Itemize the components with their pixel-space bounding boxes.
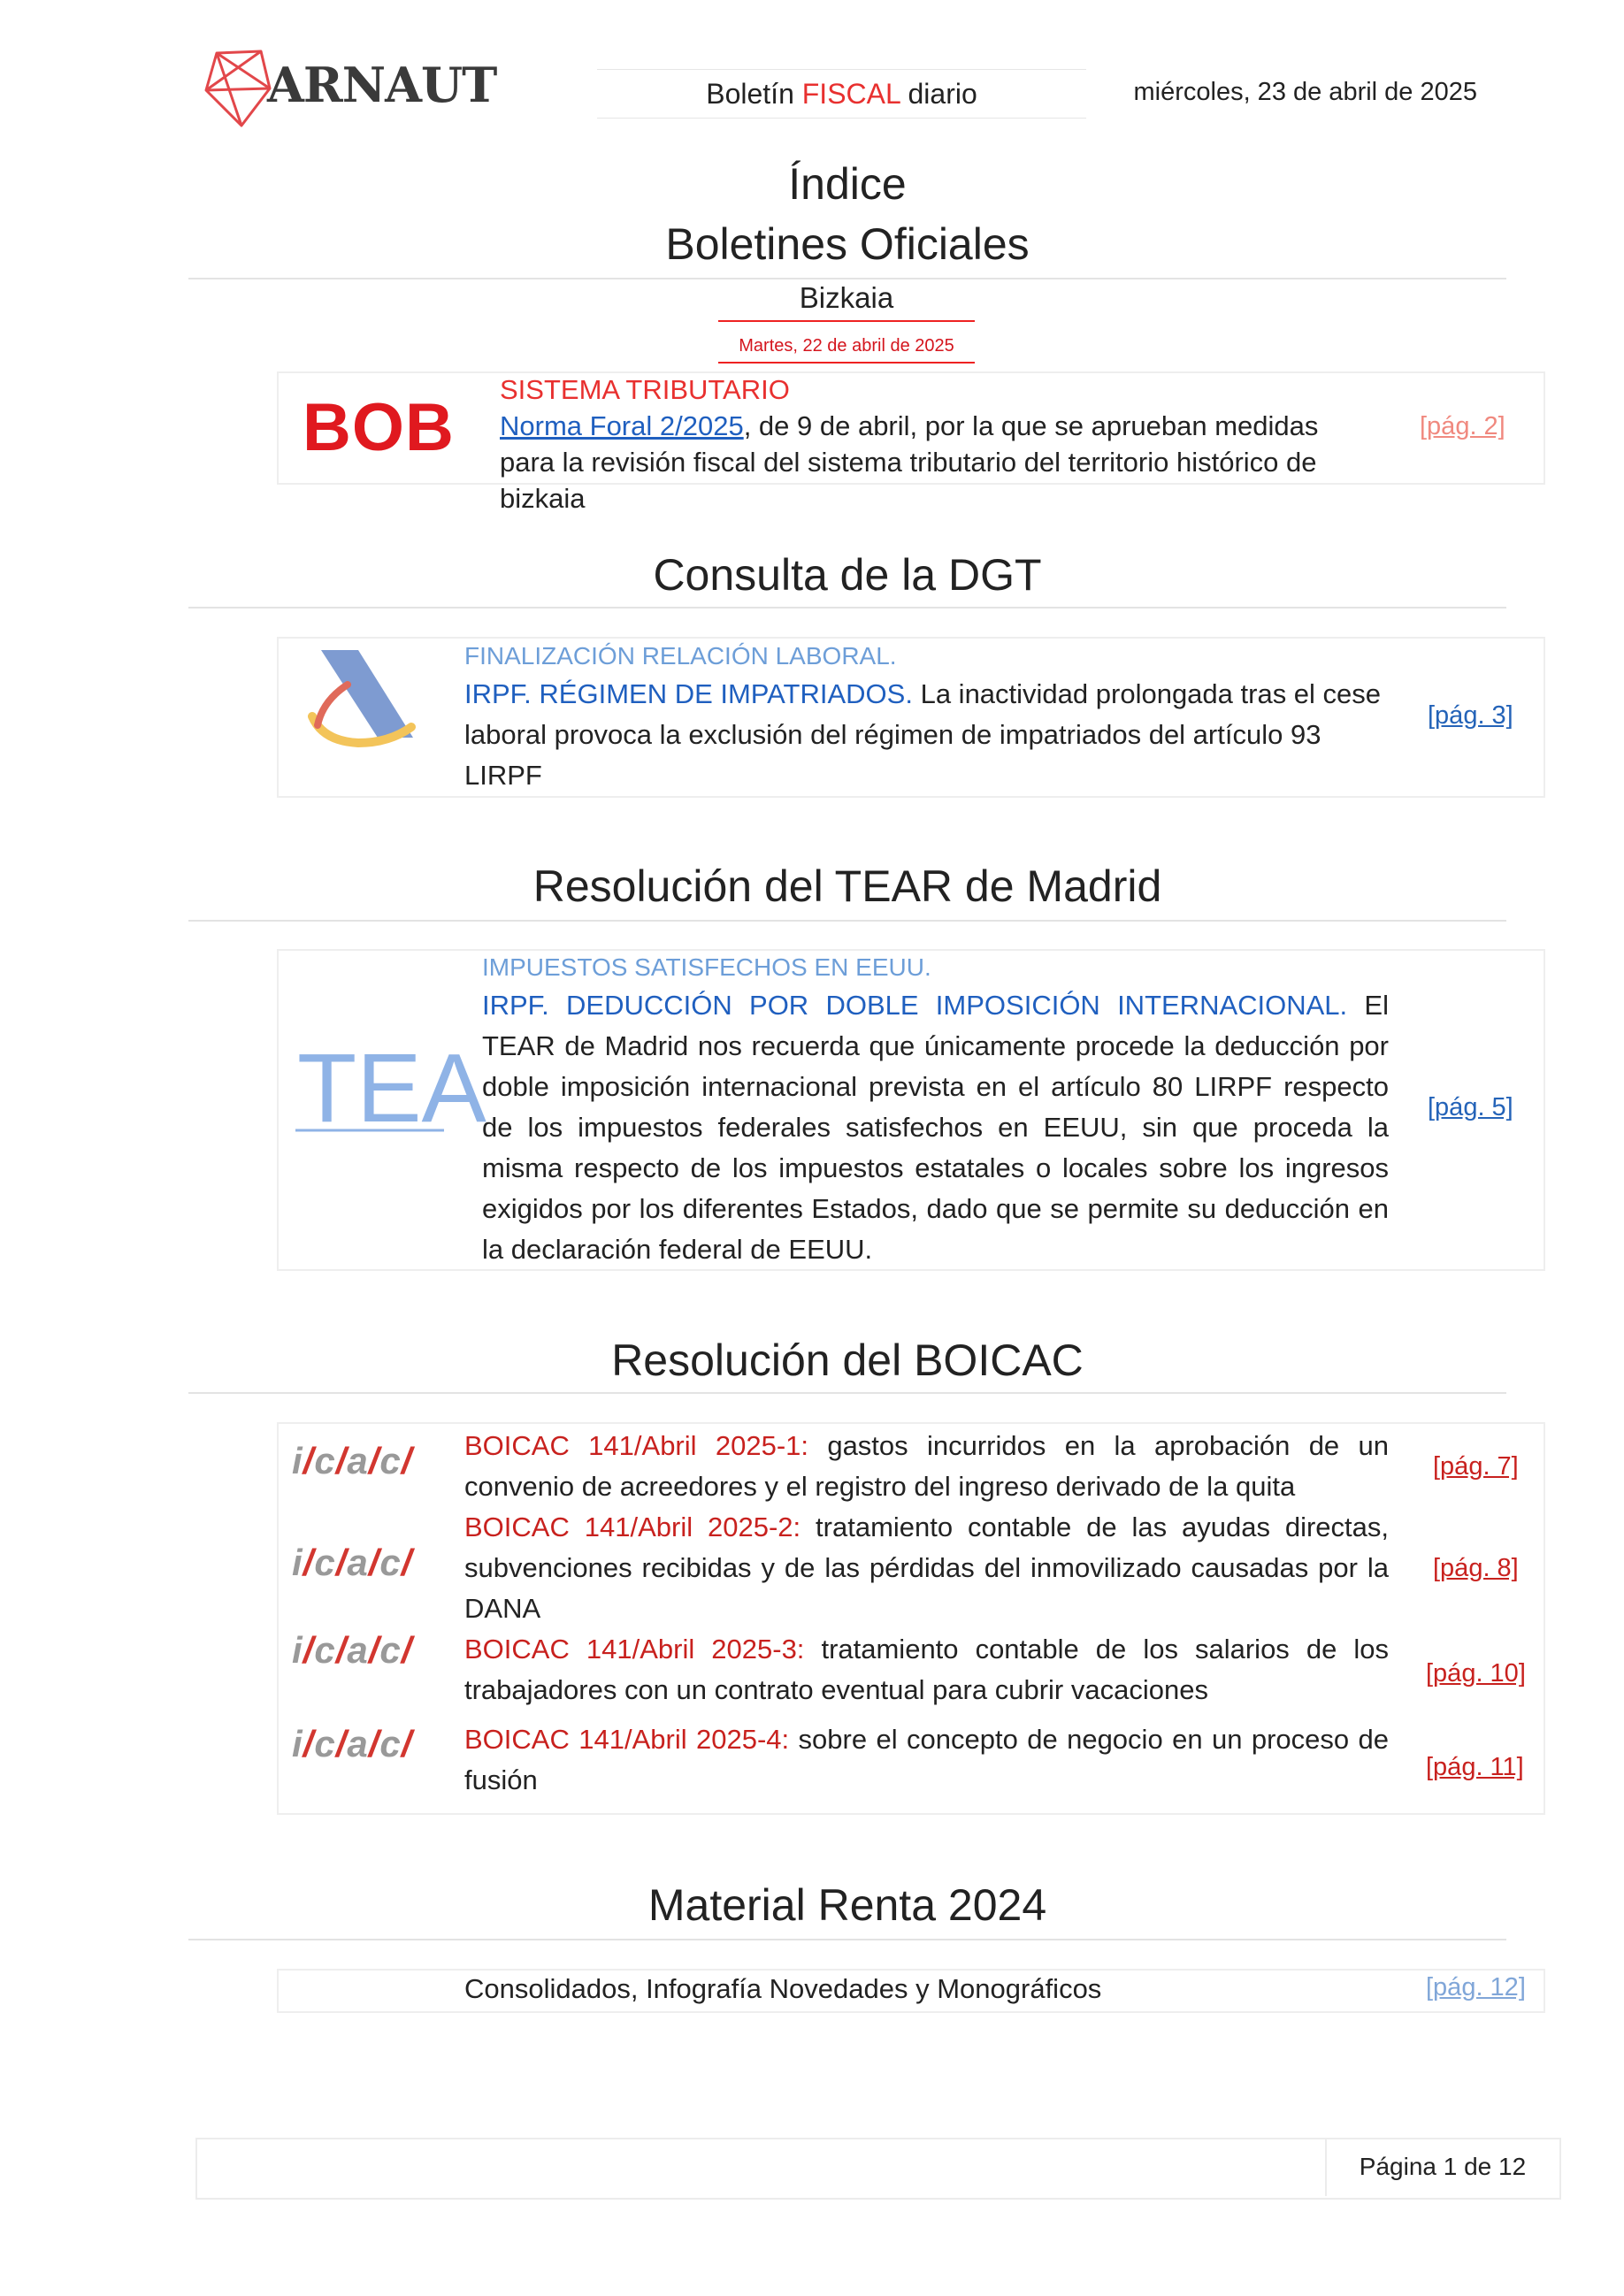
section-divider — [188, 607, 1506, 608]
index-title: Índice — [788, 159, 907, 209]
svg-text:TEA: TEA — [297, 1034, 486, 1143]
bob-category: SISTEMA TRIBUTARIO — [500, 374, 790, 405]
icac-logo-icon: i/c/a/c/ — [292, 1629, 413, 1671]
region-label: Bizkaia — [718, 281, 975, 322]
boicac-item-1-page-link[interactable]: [pág. 7] — [1433, 1452, 1519, 1481]
dgt-heading: Consulta de la DGT — [653, 550, 1042, 600]
boicac-item-2: BOICAC 141/Abril 2025-2: tratamiento contable de las ayudas directas, subvenciones recibidas y de las pérdidas del inmovilizado causadas por la DANA — [464, 1512, 1390, 1624]
bulletin-title: Boletín FISCAL diario — [597, 69, 1086, 119]
boicac-item-2-page-link[interactable]: [pág. 8] — [1433, 1554, 1519, 1582]
tear-kicker: IMPUESTOS SATISFECHOS EN EEUU. — [482, 953, 931, 981]
region-date: Martes, 22 de abril de 2025 — [718, 336, 975, 364]
header-date: miércoles, 23 de abril de 2025 — [1133, 78, 1477, 106]
boicac-item-1: BOICAC 141/Abril 2025-1: gastos incurridos en la aprobación de un convenio de acreedores y el registro del ingreso derivado de la quita — [464, 1430, 1389, 1502]
renta-page-link[interactable]: [pág. 12] — [1426, 1973, 1526, 2001]
bob-page-link[interactable]: [pág. 2] — [1420, 412, 1505, 440]
icac-logo-icon: i/c/a/c/ — [292, 1723, 413, 1764]
norma-foral-link[interactable]: Norma Foral 2/2025 — [500, 410, 744, 441]
section-divider — [188, 1392, 1506, 1394]
dgt-kicker: FINALIZACIÓN RELACIÓN LABORAL. — [464, 642, 897, 670]
dgt-entry-text: FINALIZACIÓN RELACIÓN LABORAL. IRPF. RÉGIMEN DE IMPATRIADOS. La inactividad prolongada tras el cese laboral provoca la exclusión del régimen de impatriados del artículo 93 LIRPF — [464, 639, 1393, 796]
boicac-item-4: BOICAC 141/Abril 2025-4: sobre el concepto de negocio en un proceso de fusión — [464, 1724, 1389, 1795]
boicac-item-3-page-link[interactable]: [pág. 10] — [1426, 1659, 1526, 1688]
tear-entry-text: IMPUESTOS SATISFECHOS EN EEUU. IRPF. DEDUCCIÓN POR DOBLE IMPOSICIÓN INTERNACIONAL. El TEAR de Madrid nos recuerda que únicamente procede la deducción por doble imposición internacional prevista en el artículo 80 LIRPF respecto de los impuestos federales satisfechos en EEUU, sin que proceda la misma respecto de los impuestos estatales o locales sobre los ingresos exigidos por los diferentes Estados, dado que se permite su deducción en la declaración federal de EEUU. — [482, 950, 1389, 1270]
renta-text: Consolidados, Infografía Novedades y Monográficos — [464, 1973, 1102, 2004]
tear-heading: Resolución del TEAR de Madrid — [532, 861, 1162, 911]
section-divider — [188, 920, 1506, 922]
dgt-page-link[interactable]: [pág. 3] — [1428, 701, 1513, 730]
page-number: Página 1 de 12 — [1325, 2138, 1559, 2196]
bob-logo: BOB — [303, 390, 455, 465]
agencia-tributaria-logo-icon — [305, 646, 420, 750]
bob-entry-text: SISTEMA TRIBUTARIO Norma Foral 2/2025, de 9 de abril, por la que se aprueban medidas para la revisión fiscal del sistema tributario del territorio histórico de bizkaia — [500, 371, 1375, 517]
index-subtitle: Boletines Oficiales — [665, 219, 1030, 269]
icac-logo-icon: i/c/a/c/ — [292, 1440, 413, 1481]
section-divider — [188, 1939, 1506, 1940]
boicac-item-3: BOICAC 141/Abril 2025-3: tratamiento contable de los salarios de los trabajadores con un contrato eventual para cubrir vacaciones — [464, 1634, 1389, 1705]
renta-heading: Material Renta 2024 — [647, 1880, 1047, 1930]
icac-logo-icon: i/c/a/c/ — [292, 1542, 413, 1583]
tear-page-link[interactable]: [pág. 5] — [1428, 1093, 1513, 1121]
boicac-item-4-page-link[interactable]: [pág. 11] — [1426, 1753, 1524, 1781]
brand-name: ARNAUT — [267, 57, 497, 113]
boicac-heading: Resolución del BOICAC — [611, 1336, 1084, 1385]
section-divider — [188, 278, 1506, 279]
tea-logo-icon — [294, 1034, 486, 1143]
